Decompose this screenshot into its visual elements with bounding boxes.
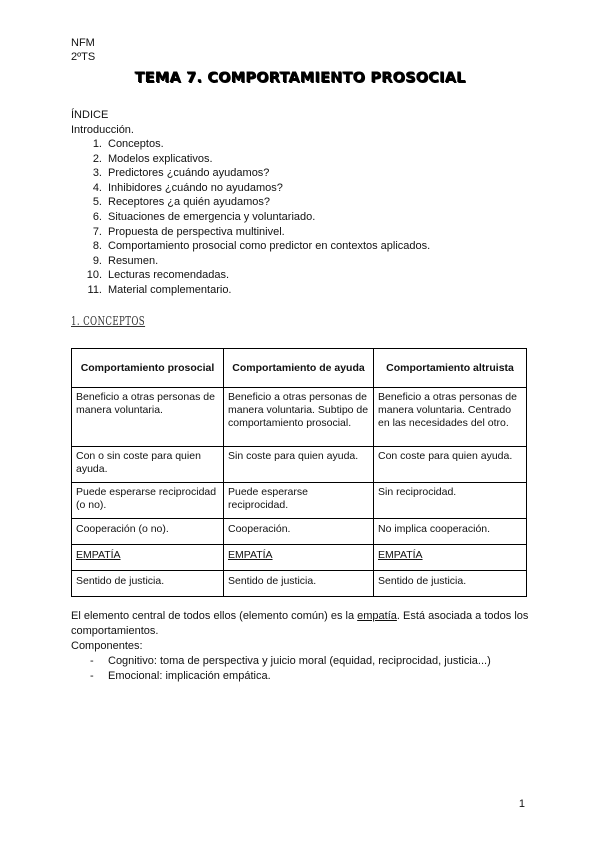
table-cell: Beneficio a otras personas de manera voluntaria. Centrado en las necesidades del otro. [374, 388, 527, 447]
index-item-number: 7. [92, 225, 102, 238]
section-heading-conceptos: 1. CONCEPTOS [71, 314, 146, 328]
index-item-number: 10. [86, 269, 102, 282]
index-item-text: Modelos explicativos. [108, 152, 213, 165]
table-row [72, 519, 527, 545]
table-cell: Beneficio a otras personas de manera voluntaria. Subtipo de comportamiento prosocial. [224, 388, 374, 447]
table-cell [72, 545, 224, 571]
index-item-text: Situaciones de emergencia y voluntariado. [108, 210, 316, 223]
index-item [84, 137, 430, 152]
index-item-text: Comportamiento prosocial como predictor en contextos aplicados. [108, 240, 431, 253]
table-cell: No implica cooperación. [374, 519, 527, 545]
table-cell: Sentido de justicia. [72, 571, 224, 597]
components-heading: Componentes: [71, 640, 143, 652]
table-row [72, 571, 527, 597]
header-initials: NFM [71, 37, 95, 49]
index-item [84, 268, 430, 283]
table-cell: Con coste para quien ayuda. [374, 447, 527, 483]
column-header: Comportamiento prosocial [72, 349, 224, 388]
index-list [84, 137, 430, 298]
index-item-number: 1. [92, 138, 102, 150]
table-cell: Sentido de justicia. [374, 571, 527, 597]
index-item-text: Receptores ¿a quién ayudamos? [108, 196, 271, 209]
table-cell [224, 545, 374, 571]
table-cell: Cooperación (o no). [72, 519, 224, 545]
table-header-row [72, 349, 527, 388]
index-item-text: Inhibidores ¿cuándo no ayudamos? [108, 181, 283, 194]
index-item-text: Resumen. [108, 254, 159, 267]
table-row [72, 447, 527, 483]
list-item [90, 654, 491, 669]
paragraph-text-start: El elemento central de todos ellos (elemento común) es la [71, 610, 358, 622]
document-title: TEMA 7. COMPORTAMIENTO PROSOCIAL [134, 70, 466, 86]
index-intro: Introducción. [71, 123, 134, 136]
empatia-label: EMPATÍA [228, 549, 273, 561]
index-item-number: 2. [92, 152, 102, 165]
index-item [84, 254, 430, 269]
table-cell: Puede esperarse reciprocidad. [224, 483, 374, 519]
column-header: Comportamiento de ayuda [224, 349, 374, 388]
index-item-number: 4. [92, 181, 102, 194]
page-number: 1 [518, 798, 525, 810]
index-item-text: Lecturas recomendadas. [108, 269, 230, 282]
index-item [84, 181, 430, 196]
index-item-text: Conceptos. [108, 138, 164, 150]
index-item [84, 225, 430, 240]
index-item [84, 195, 430, 210]
components-list [90, 654, 491, 684]
index-item-number: 6. [92, 210, 102, 223]
index-heading: ÍNDICE [71, 109, 109, 121]
table-cell: Sentido de justicia. [224, 571, 374, 597]
component-text: Cognitivo: toma de perspectiva y juicio moral (equidad, reciprocidad, justicia...) [108, 655, 491, 667]
table-row [72, 388, 527, 447]
index-item-number: 8. [92, 240, 102, 253]
header-course: 2ºTS [71, 51, 96, 63]
index-item-number: 3. [92, 167, 102, 180]
index-item-text: Material complementario. [108, 283, 232, 296]
index-item-text: Propuesta de perspectiva multinivel. [108, 225, 285, 238]
paragraph-underlined-term: empatía [357, 610, 397, 622]
index-item [84, 283, 430, 298]
index-item-number: 5. [92, 196, 102, 209]
table-cell: Sin coste para quien ayuda. [224, 447, 374, 483]
dash-bullet: - [90, 670, 94, 682]
index-item-text: Predictores ¿cuándo ayudamos? [108, 167, 270, 180]
index-item-number: 11. [87, 283, 102, 296]
index-item-number: 9. [92, 254, 102, 267]
empathy-paragraph [71, 609, 531, 639]
index-item [84, 152, 430, 167]
empatia-label: EMPATÍA [76, 549, 121, 561]
paragraph-text-end: . Está asociada a todos los comportamientos. [71, 610, 529, 637]
empatia-label: EMPATÍA [378, 549, 423, 561]
index-item [84, 210, 430, 225]
table-row [72, 545, 527, 571]
list-item [90, 669, 491, 684]
component-text: Emocional: implicación empática. [108, 670, 271, 682]
table-row [72, 483, 527, 519]
index-block [71, 108, 134, 137]
index-item [84, 239, 430, 254]
concepts-table [71, 348, 527, 597]
table-cell: Puede esperarse reciprocidad (o no). [72, 483, 224, 519]
author-header [71, 36, 95, 64]
table-cell: Con o sin coste para quien ayuda. [72, 447, 224, 483]
index-item [84, 166, 430, 181]
table-cell [374, 545, 527, 571]
table-cell: Sin reciprocidad. [374, 483, 527, 519]
dash-bullet: - [90, 655, 94, 667]
table-cell: Cooperación. [224, 519, 374, 545]
column-header: Comportamiento altruista [374, 349, 527, 388]
table-cell: Beneficio a otras personas de manera voluntaria. [72, 388, 224, 447]
